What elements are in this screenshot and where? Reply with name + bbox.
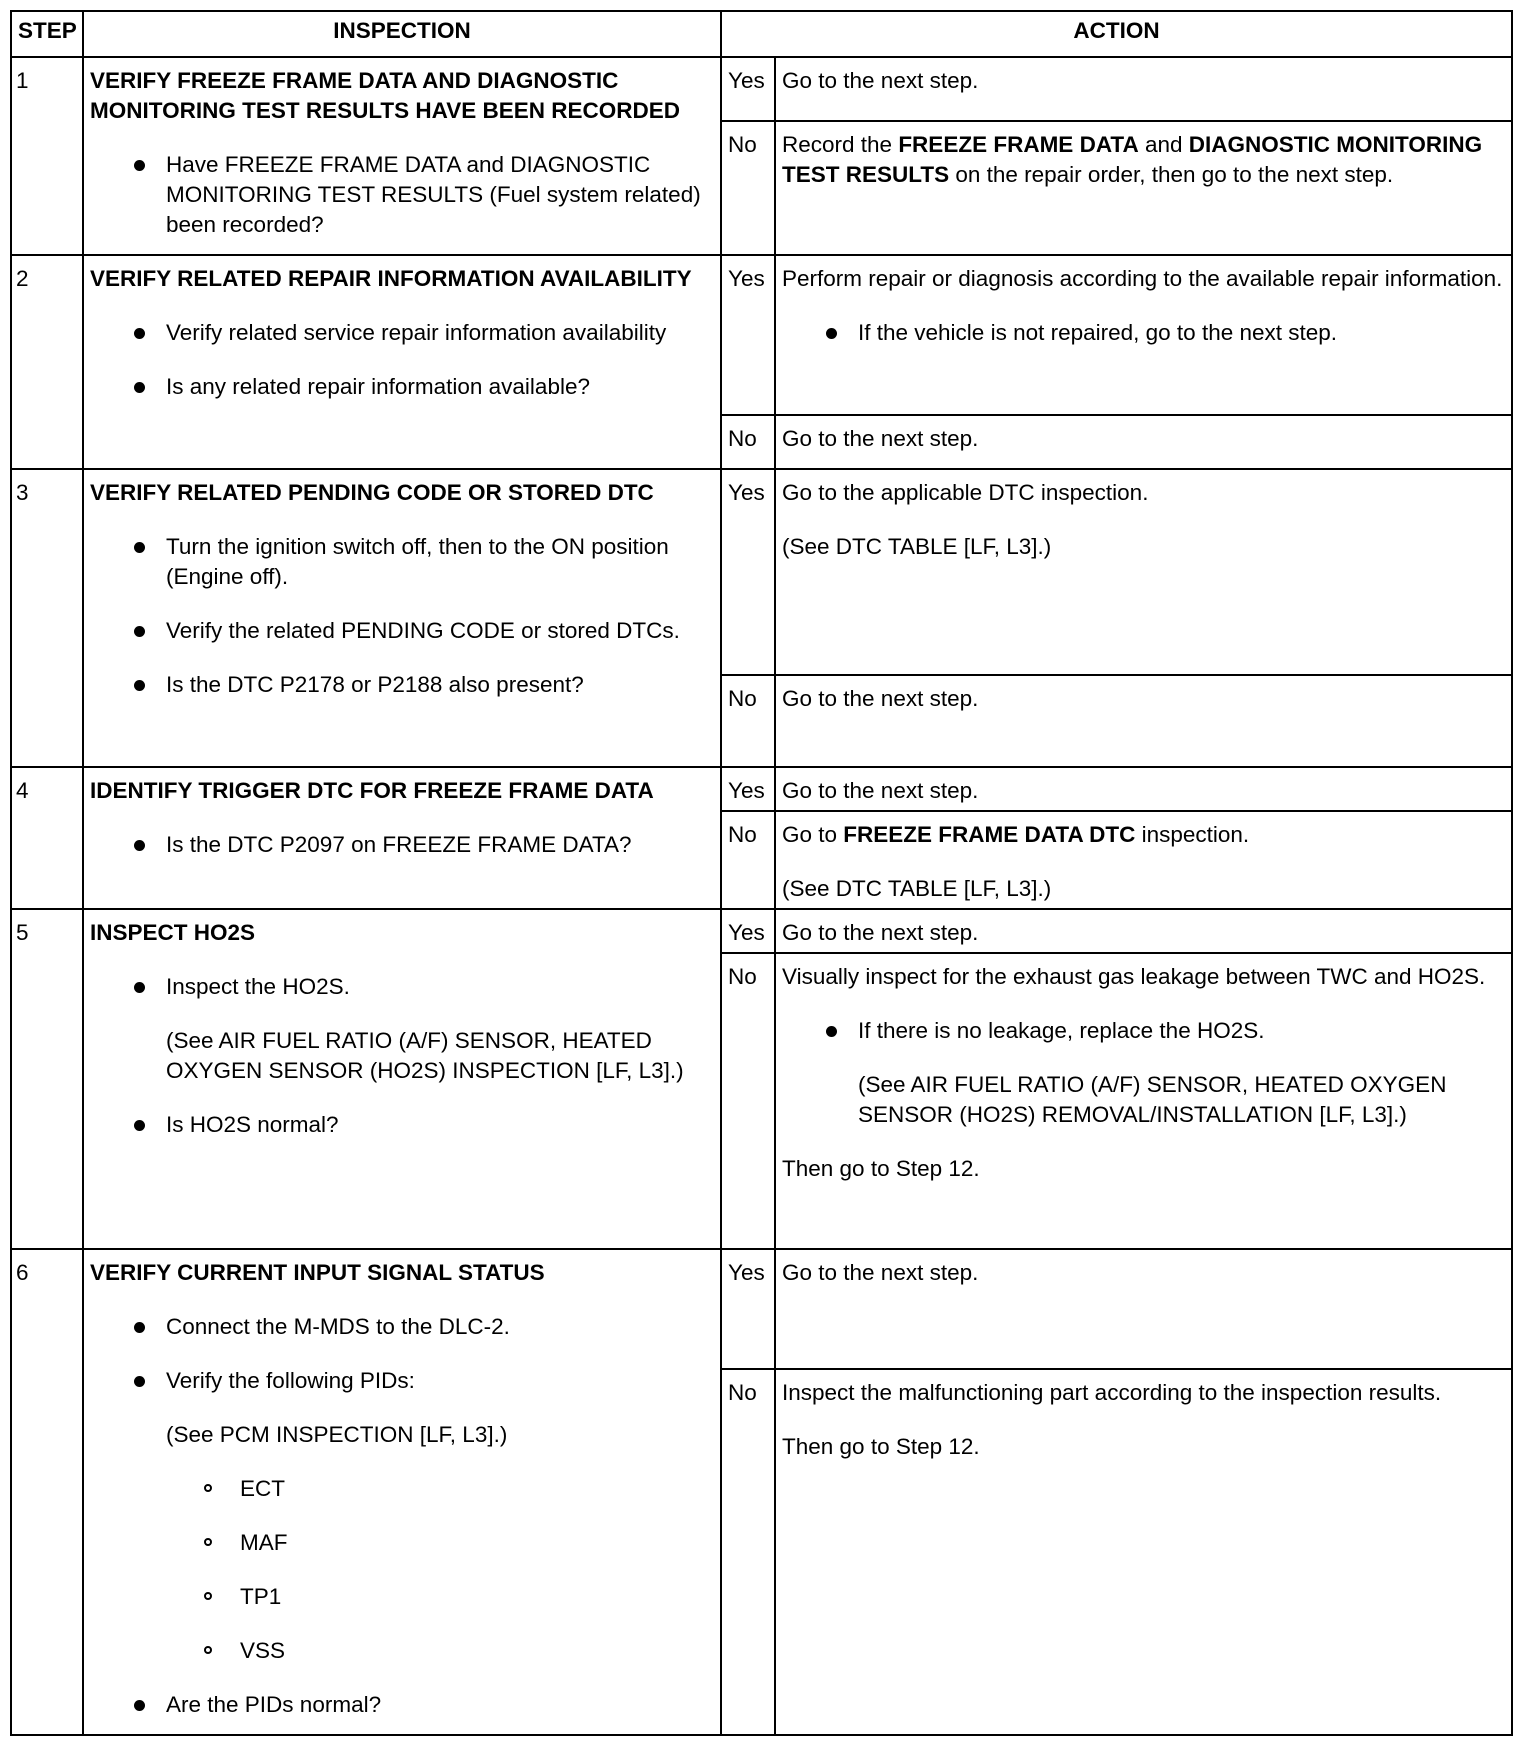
- inspection-bullet: Verify the following PIDs:: [90, 1366, 714, 1396]
- action-bullet: If the vehicle is not repaired, go to the next step.: [782, 318, 1505, 348]
- pid-item: VSS: [90, 1636, 714, 1666]
- reference-text: (See AIR FUEL RATIO (A/F) SENSOR, HEATED OXYGEN SENSOR (HO2S) REMOVAL/INSTALLATION [LF, L3].): [858, 1072, 1447, 1127]
- no-label: No: [721, 953, 775, 1249]
- pid-item: TP1: [90, 1582, 714, 1612]
- diagnostic-table: [10, 10, 1513, 1736]
- no-action: [775, 811, 1512, 909]
- action-text: Inspect the malfunctioning part according to the inspection results.: [782, 1380, 1442, 1405]
- step-number: 3: [11, 469, 83, 767]
- step-number: 5: [11, 909, 83, 1249]
- step-title: VERIFY RELATED PENDING CODE OR STORED DTC: [90, 480, 654, 505]
- step-number: 2: [11, 255, 83, 469]
- no-action: [775, 1369, 1512, 1735]
- table-row: [11, 469, 1512, 675]
- action-text: Go to: [782, 822, 844, 847]
- reference-text: (See DTC TABLE [LF, L3].): [782, 876, 1052, 901]
- table-row: [11, 1249, 1512, 1369]
- table-row: [11, 57, 1512, 121]
- inspection-bullet: Is HO2S normal?: [90, 1110, 714, 1140]
- yes-action: [775, 469, 1512, 675]
- action-text: Then go to Step 12.: [782, 1156, 980, 1181]
- yes-action: Go to the next step.: [775, 57, 1512, 121]
- inspection-cell: [83, 469, 721, 767]
- no-action: [775, 953, 1512, 1249]
- inspection-cell: [83, 57, 721, 255]
- no-label: No: [721, 811, 775, 909]
- step-title: VERIFY CURRENT INPUT SIGNAL STATUS: [90, 1260, 545, 1285]
- pid-item: ECT: [90, 1474, 714, 1504]
- no-label: No: [721, 1369, 775, 1735]
- yes-label: Yes: [721, 767, 775, 811]
- action-bullet: If there is no leakage, replace the HO2S.: [782, 1016, 1505, 1046]
- inspection-bullet: Turn the ignition switch off, then to the ON position (Engine off).: [90, 532, 714, 592]
- inspection-cell: [83, 255, 721, 469]
- reference-text: (See AIR FUEL RATIO (A/F) SENSOR, HEATED OXYGEN SENSOR (HO2S) INSPECTION [LF, L3].): [166, 1028, 684, 1083]
- step-title: VERIFY RELATED REPAIR INFORMATION AVAILABILITY: [90, 266, 692, 291]
- action-text: and: [1138, 132, 1189, 157]
- no-action: [775, 121, 1512, 255]
- diagnostic-procedure-sheet: [10, 10, 1513, 1736]
- yes-label: Yes: [721, 469, 775, 675]
- step-header: STEP: [11, 11, 83, 57]
- action-emphasis: FREEZE FRAME DATA: [898, 132, 1139, 157]
- no-label: No: [721, 121, 775, 255]
- no-label: No: [721, 675, 775, 767]
- reference-text: (See DTC TABLE [LF, L3].): [782, 534, 1052, 559]
- yes-label: Yes: [721, 57, 775, 121]
- inspection-cell: [83, 767, 721, 909]
- no-label: No: [721, 415, 775, 469]
- yes-action: [775, 255, 1512, 415]
- inspection-cell: [83, 1249, 721, 1735]
- inspection-bullet: Inspect the HO2S.: [90, 972, 714, 1002]
- step-title: IDENTIFY TRIGGER DTC FOR FREEZE FRAME DATA: [90, 778, 654, 803]
- action-emphasis: DIAGNOSTIC MONITORING TEST RESULTS: [782, 132, 1483, 187]
- action-text: inspection.: [1135, 822, 1250, 847]
- inspection-bullet: Is the DTC P2178 or P2188 also present?: [90, 670, 714, 700]
- header-row: [11, 11, 1512, 57]
- action-text: on the repair order, then go to the next step.: [949, 162, 1394, 187]
- inspection-bullet: Verify related service repair information availability: [90, 318, 714, 348]
- step-number: 6: [11, 1249, 83, 1735]
- action-text: Go to the applicable DTC inspection.: [782, 480, 1149, 505]
- inspection-bullet: Is any related repair information available?: [90, 372, 714, 402]
- yes-action: Go to the next step.: [775, 909, 1512, 953]
- yes-label: Yes: [721, 909, 775, 953]
- inspection-bullet: Connect the M-MDS to the DLC-2.: [90, 1312, 714, 1342]
- action-text: Perform repair or diagnosis according to the available repair information.: [782, 266, 1503, 291]
- step-title: INSPECT HO2S: [90, 920, 256, 945]
- no-action: Go to the next step.: [775, 675, 1512, 767]
- pid-item: MAF: [90, 1528, 714, 1558]
- step-number: 1: [11, 57, 83, 255]
- no-action: Go to the next step.: [775, 415, 1512, 469]
- action-header: ACTION: [721, 11, 1512, 57]
- action-text: Visually inspect for the exhaust gas leakage between TWC and HO2S.: [782, 964, 1486, 989]
- inspection-header: INSPECTION: [83, 11, 721, 57]
- inspection-bullet: Is the DTC P2097 on FREEZE FRAME DATA?: [90, 830, 714, 860]
- action-emphasis: FREEZE FRAME DATA DTC: [843, 822, 1136, 847]
- yes-action: Go to the next step.: [775, 767, 1512, 811]
- yes-label: Yes: [721, 1249, 775, 1369]
- yes-action: Go to the next step.: [775, 1249, 1512, 1369]
- table-row: [11, 767, 1512, 811]
- action-text: Record the: [782, 132, 899, 157]
- step-title: VERIFY FREEZE FRAME DATA AND DIAGNOSTIC MONITORING TEST RESULTS HAVE BEEN RECORDED: [90, 68, 681, 123]
- reference-text: (See PCM INSPECTION [LF, L3].): [166, 1422, 508, 1447]
- table-row: [11, 255, 1512, 415]
- yes-label: Yes: [721, 255, 775, 415]
- inspection-cell: [83, 909, 721, 1249]
- step-number: 4: [11, 767, 83, 909]
- table-row: [11, 909, 1512, 953]
- inspection-bullet: Are the PIDs normal?: [90, 1690, 714, 1720]
- action-text: Then go to Step 12.: [782, 1434, 980, 1459]
- inspection-bullet: Verify the related PENDING CODE or stored DTCs.: [90, 616, 714, 646]
- inspection-bullet: Have FREEZE FRAME DATA and DIAGNOSTIC MONITORING TEST RESULTS (Fuel system related) been recorded?: [90, 150, 714, 240]
